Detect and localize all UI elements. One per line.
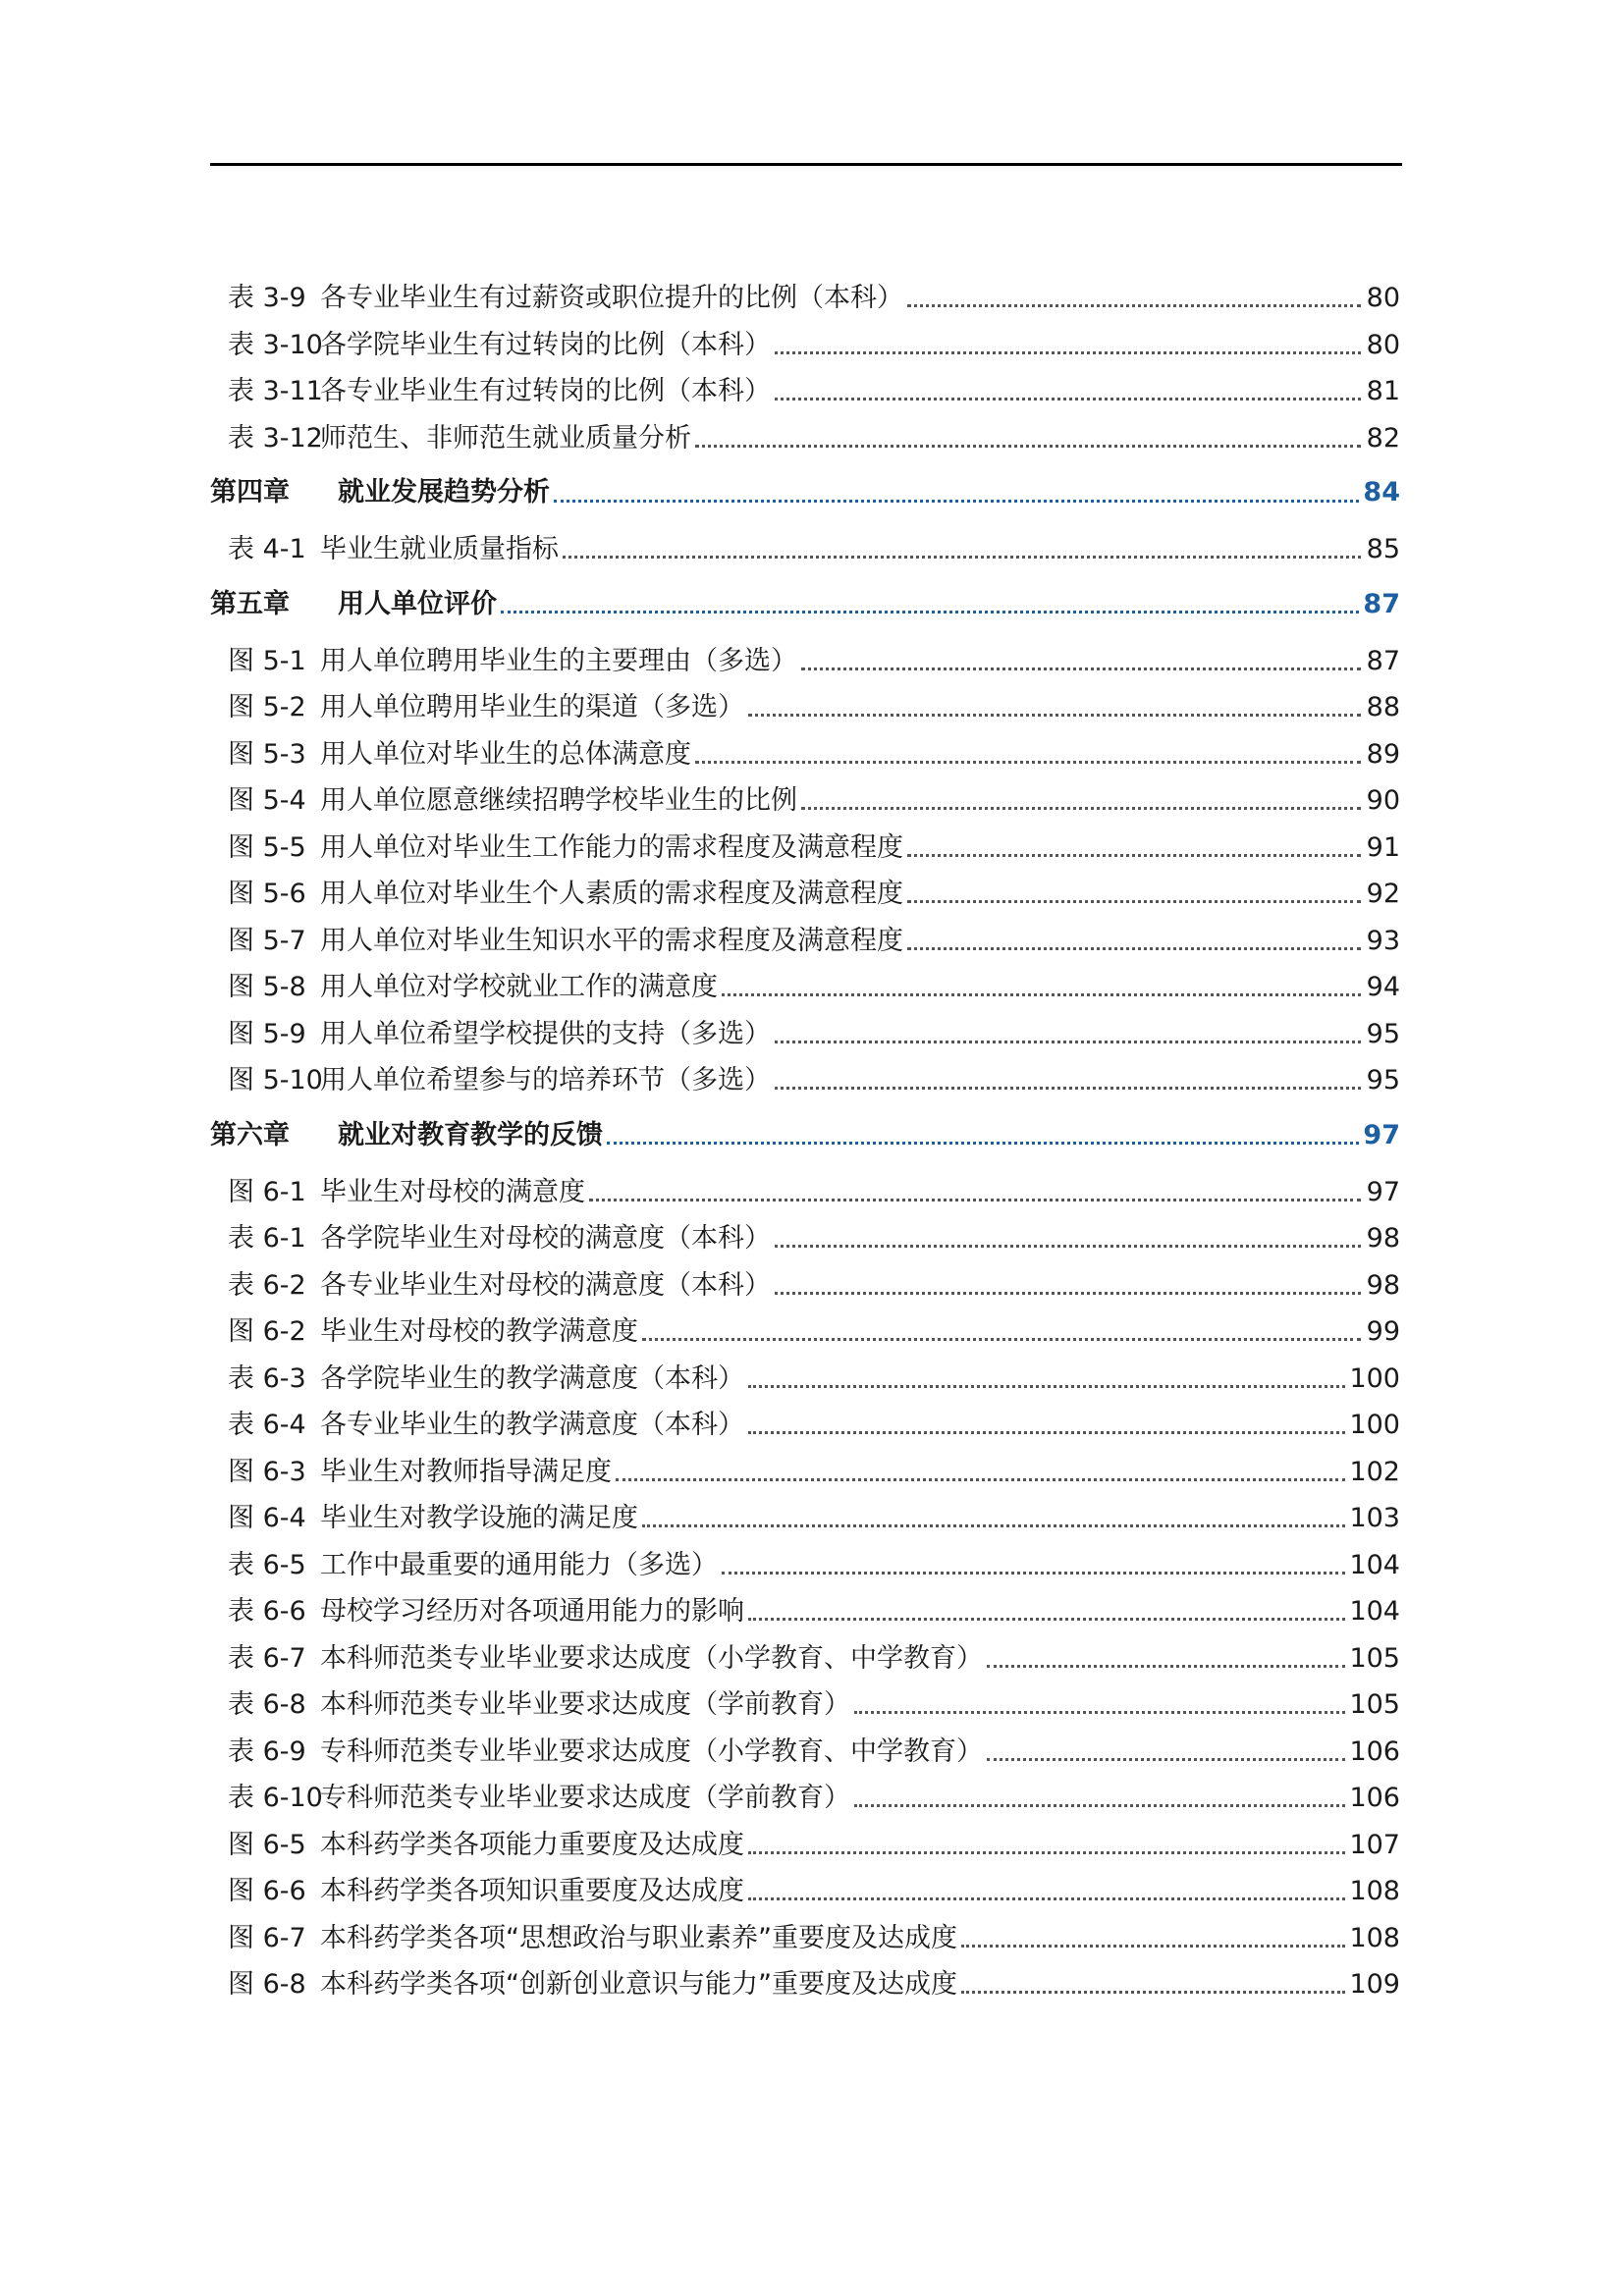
toc-entry[interactable] xyxy=(210,684,1400,731)
toc-page-number: 80 xyxy=(1366,283,1400,313)
toc-title: 用人单位对毕业生知识水平的需求程度及满意程度 xyxy=(320,925,903,956)
toc-label: 图 6-2 xyxy=(228,1316,306,1347)
toc-leader-dots xyxy=(563,556,1361,559)
toc-label: 表 6-3 xyxy=(228,1362,306,1394)
toc-page-number: 94 xyxy=(1366,972,1400,1002)
toc-leader-dots xyxy=(987,1758,1345,1761)
toc-entry[interactable] xyxy=(210,275,1400,322)
toc-title: 各学院毕业生有过转岗的比例（本科） xyxy=(320,329,771,360)
toc-entry[interactable] xyxy=(210,638,1400,685)
toc-entry[interactable] xyxy=(210,526,1400,573)
toc-page-number: 90 xyxy=(1366,785,1400,816)
toc-label: 第五章 xyxy=(210,588,290,619)
toc-title: 各专业毕业生有过薪资或职位提升的比例（本科） xyxy=(320,283,903,313)
toc-label: 表 4-1 xyxy=(228,534,306,564)
toc-title: 各学院毕业生的教学满意度（本科） xyxy=(320,1362,744,1394)
toc-page-number: 106 xyxy=(1349,1783,1400,1813)
toc-title: 用人单位评价 xyxy=(338,588,497,619)
toc-page-number: 88 xyxy=(1366,692,1400,722)
toc-title: 本科药学类各项“思想政治与职业素养”重要度及达成度 xyxy=(320,1922,957,1953)
toc-page-number: 106 xyxy=(1349,1735,1400,1767)
toc-label: 图 6-7 xyxy=(228,1922,306,1953)
toc-leader-dots xyxy=(748,714,1361,717)
toc-leader-dots xyxy=(961,1991,1345,1994)
toc-entry[interactable] xyxy=(210,1682,1400,1729)
toc-leader-dots xyxy=(775,351,1361,354)
table-of-contents xyxy=(210,275,1400,2008)
toc-label: 表 6-9 xyxy=(228,1735,306,1767)
toc-entry[interactable] xyxy=(210,1169,1400,1216)
toc-leader-dots xyxy=(775,1087,1361,1090)
toc-label: 表 3-12 xyxy=(228,422,323,454)
toc-label: 表 3-9 xyxy=(228,283,306,313)
toc-page-number: 107 xyxy=(1349,1829,1400,1860)
toc-label: 图 6-5 xyxy=(228,1829,306,1860)
toc-title: 毕业生对教学设施的满足度 xyxy=(320,1503,638,1533)
toc-title: 各专业毕业生有过转岗的比例（本科） xyxy=(320,376,771,406)
toc-page-number: 108 xyxy=(1349,1922,1400,1953)
toc-page-number: 98 xyxy=(1366,1269,1400,1301)
toc-entry[interactable] xyxy=(210,1308,1400,1356)
toc-label: 第六章 xyxy=(210,1119,290,1150)
toc-title: 毕业生就业质量指标 xyxy=(320,534,559,564)
toc-entry[interactable] xyxy=(210,1011,1400,1058)
toc-label: 第四章 xyxy=(210,477,290,507)
toc-page-number: 85 xyxy=(1366,534,1400,564)
toc-leader-dots xyxy=(642,1524,1345,1527)
toc-chapter-heading[interactable] xyxy=(210,579,1400,630)
toc-entry[interactable] xyxy=(210,825,1400,872)
toc-entry[interactable] xyxy=(210,1215,1400,1262)
toc-leader-dots xyxy=(801,807,1361,810)
toc-page-number: 95 xyxy=(1366,1018,1400,1049)
toc-entry[interactable] xyxy=(210,1822,1400,1869)
toc-page-number: 84 xyxy=(1363,477,1400,507)
toc-page-number: 105 xyxy=(1349,1689,1400,1720)
toc-leader-dots xyxy=(501,611,1359,614)
toc-title: 本科药学类各项知识重要度及达成度 xyxy=(320,1876,744,1906)
toc-title: 各专业毕业生的教学满意度（本科） xyxy=(320,1410,744,1440)
toc-label: 图 5-9 xyxy=(228,1018,306,1049)
toc-title: 各专业毕业生对母校的满意度（本科） xyxy=(320,1269,771,1301)
toc-title: 用人单位聘用毕业生的渠道（多选） xyxy=(320,692,744,722)
toc-entry[interactable] xyxy=(210,1449,1400,1496)
toc-label: 图 5-7 xyxy=(228,925,306,956)
toc-title: 就业发展趋势分析 xyxy=(338,477,550,507)
toc-label: 表 6-5 xyxy=(228,1549,306,1580)
toc-title: 毕业生对母校的教学满意度 xyxy=(320,1316,638,1347)
toc-leader-dots xyxy=(748,1385,1345,1388)
toc-entry[interactable] xyxy=(210,415,1400,462)
toc-page-number: 87 xyxy=(1363,588,1400,619)
toc-page-number: 102 xyxy=(1349,1456,1400,1487)
toc-title: 用人单位对毕业生的总体满意度 xyxy=(320,738,691,770)
toc-title: 毕业生对母校的满意度 xyxy=(320,1176,585,1207)
toc-leader-dots xyxy=(722,1572,1345,1575)
toc-title: 本科师范类专业毕业要求达成度（学前教育） xyxy=(320,1689,850,1720)
toc-page-number: 81 xyxy=(1366,376,1400,406)
toc-label: 图 5-3 xyxy=(228,738,306,770)
toc-chapter-heading[interactable] xyxy=(210,1110,1400,1161)
toc-page-number: 108 xyxy=(1349,1876,1400,1906)
toc-title: 各学院毕业生对母校的满意度（本科） xyxy=(320,1223,771,1254)
toc-entry[interactable] xyxy=(210,1057,1400,1104)
toc-leader-dots xyxy=(775,1292,1361,1295)
toc-entry[interactable] xyxy=(210,368,1400,415)
toc-chapter-heading[interactable] xyxy=(210,467,1400,518)
toc-entry[interactable] xyxy=(210,1542,1400,1589)
toc-page-number: 93 xyxy=(1366,925,1400,956)
toc-leader-dots xyxy=(907,854,1361,857)
toc-title: 本科药学类各项“创新创业意识与能力”重要度及达成度 xyxy=(320,1969,957,2000)
toc-page-number: 91 xyxy=(1366,831,1400,863)
toc-label: 图 6-4 xyxy=(228,1503,306,1533)
toc-page-number: 97 xyxy=(1366,1176,1400,1207)
toc-label: 图 5-2 xyxy=(228,692,306,722)
toc-page-number: 87 xyxy=(1366,645,1400,676)
toc-page-number: 103 xyxy=(1349,1503,1400,1533)
toc-page-number: 97 xyxy=(1363,1119,1400,1150)
toc-label: 图 5-8 xyxy=(228,972,306,1002)
toc-entry[interactable] xyxy=(210,964,1400,1011)
toc-label: 表 6-7 xyxy=(228,1642,306,1674)
toc-label: 图 5-10 xyxy=(228,1065,323,1095)
toc-leader-dots xyxy=(987,1665,1345,1668)
toc-leader-dots xyxy=(554,500,1359,503)
toc-title: 用人单位对毕业生个人素质的需求程度及满意程度 xyxy=(320,879,903,909)
toc-label: 图 5-5 xyxy=(228,831,306,863)
toc-page-number: 104 xyxy=(1349,1596,1400,1627)
toc-entry[interactable] xyxy=(210,1961,1400,2008)
toc-page-number: 89 xyxy=(1366,738,1400,770)
toc-page-number: 95 xyxy=(1366,1065,1400,1095)
toc-leader-dots xyxy=(748,1851,1345,1854)
toc-label: 图 5-6 xyxy=(228,879,306,909)
header-rule xyxy=(210,163,1402,166)
toc-title: 用人单位对毕业生工作能力的需求程度及满意程度 xyxy=(320,831,903,863)
toc-entry[interactable] xyxy=(210,1495,1400,1542)
toc-entry[interactable] xyxy=(210,1868,1400,1915)
toc-entry[interactable] xyxy=(210,322,1400,369)
toc-leader-dots xyxy=(854,1711,1345,1714)
toc-title: 师范生、非师范生就业质量分析 xyxy=(320,422,691,454)
toc-leader-dots xyxy=(695,445,1361,448)
toc-page-number: 104 xyxy=(1349,1549,1400,1580)
toc-label: 表 3-10 xyxy=(228,329,323,360)
toc-page-number: 109 xyxy=(1349,1969,1400,2000)
toc-leader-dots xyxy=(801,667,1361,670)
toc-leader-dots xyxy=(616,1478,1345,1481)
toc-label: 图 6-3 xyxy=(228,1456,306,1487)
toc-label: 表 6-4 xyxy=(228,1410,306,1440)
toc-leader-dots xyxy=(642,1338,1361,1341)
toc-leader-dots xyxy=(589,1199,1361,1201)
toc-entry[interactable] xyxy=(210,1356,1400,1403)
toc-page-number: 99 xyxy=(1366,1316,1400,1347)
toc-page-number: 100 xyxy=(1349,1410,1400,1440)
toc-title: 专科师范类专业毕业要求达成度（学前教育） xyxy=(320,1783,850,1813)
toc-label: 表 6-2 xyxy=(228,1269,306,1301)
toc-leader-dots xyxy=(907,900,1361,903)
toc-leader-dots xyxy=(775,1041,1361,1043)
toc-entry[interactable] xyxy=(210,1729,1400,1776)
toc-entry[interactable] xyxy=(210,1262,1400,1309)
toc-entry[interactable] xyxy=(210,918,1400,965)
toc-label: 表 6-8 xyxy=(228,1689,306,1720)
toc-leader-dots xyxy=(748,1431,1345,1434)
toc-entry[interactable] xyxy=(210,1588,1400,1635)
toc-title: 用人单位聘用毕业生的主要理由（多选） xyxy=(320,645,797,676)
toc-leader-dots xyxy=(961,1945,1345,1948)
toc-label: 表 3-11 xyxy=(228,376,323,406)
toc-title: 用人单位希望参与的培养环节（多选） xyxy=(320,1065,771,1095)
toc-entry[interactable] xyxy=(210,1402,1400,1449)
toc-title: 用人单位愿意继续招聘学校毕业生的比例 xyxy=(320,785,797,816)
toc-title: 工作中最重要的通用能力（多选） xyxy=(320,1549,718,1580)
toc-entry[interactable] xyxy=(210,731,1400,778)
toc-entry[interactable] xyxy=(210,871,1400,918)
toc-page-number: 100 xyxy=(1349,1362,1400,1394)
toc-leader-dots xyxy=(607,1142,1359,1145)
toc-title: 本科药学类各项能力重要度及达成度 xyxy=(320,1829,744,1860)
toc-leader-dots xyxy=(775,398,1361,400)
toc-page-number: 98 xyxy=(1366,1223,1400,1254)
toc-title: 毕业生对教师指导满足度 xyxy=(320,1456,612,1487)
toc-leader-dots xyxy=(907,304,1361,307)
toc-page-number: 105 xyxy=(1349,1642,1400,1674)
toc-title: 本科师范类专业毕业要求达成度（小学教育、中学教育） xyxy=(320,1642,983,1674)
toc-label: 图 5-1 xyxy=(228,645,306,676)
toc-page-number: 80 xyxy=(1366,329,1400,360)
toc-label: 图 6-6 xyxy=(228,1876,306,1906)
toc-label: 图 5-4 xyxy=(228,785,306,816)
toc-entry[interactable] xyxy=(210,1635,1400,1682)
toc-title: 母校学习经历对各项通用能力的影响 xyxy=(320,1596,744,1627)
toc-label: 图 6-1 xyxy=(228,1176,306,1207)
toc-leader-dots xyxy=(722,993,1361,996)
toc-leader-dots xyxy=(907,947,1361,950)
toc-leader-dots xyxy=(748,1618,1345,1621)
toc-leader-dots xyxy=(695,761,1361,764)
toc-entry[interactable] xyxy=(210,777,1400,825)
toc-leader-dots xyxy=(775,1245,1361,1248)
toc-entry[interactable] xyxy=(210,1915,1400,1962)
toc-title: 用人单位对学校就业工作的满意度 xyxy=(320,972,718,1002)
toc-label: 表 6-6 xyxy=(228,1596,306,1627)
toc-page-number: 82 xyxy=(1366,422,1400,454)
toc-label: 表 6-10 xyxy=(228,1783,323,1813)
toc-page-number: 92 xyxy=(1366,879,1400,909)
toc-title: 用人单位希望学校提供的支持（多选） xyxy=(320,1018,771,1049)
toc-title: 就业对教育教学的反馈 xyxy=(338,1119,603,1150)
toc-leader-dots xyxy=(854,1804,1345,1807)
toc-entry[interactable] xyxy=(210,1775,1400,1822)
toc-label: 图 6-8 xyxy=(228,1969,306,2000)
toc-label: 表 6-1 xyxy=(228,1223,306,1254)
toc-leader-dots xyxy=(748,1897,1345,1900)
toc-title: 专科师范类专业毕业要求达成度（小学教育、中学教育） xyxy=(320,1735,983,1767)
